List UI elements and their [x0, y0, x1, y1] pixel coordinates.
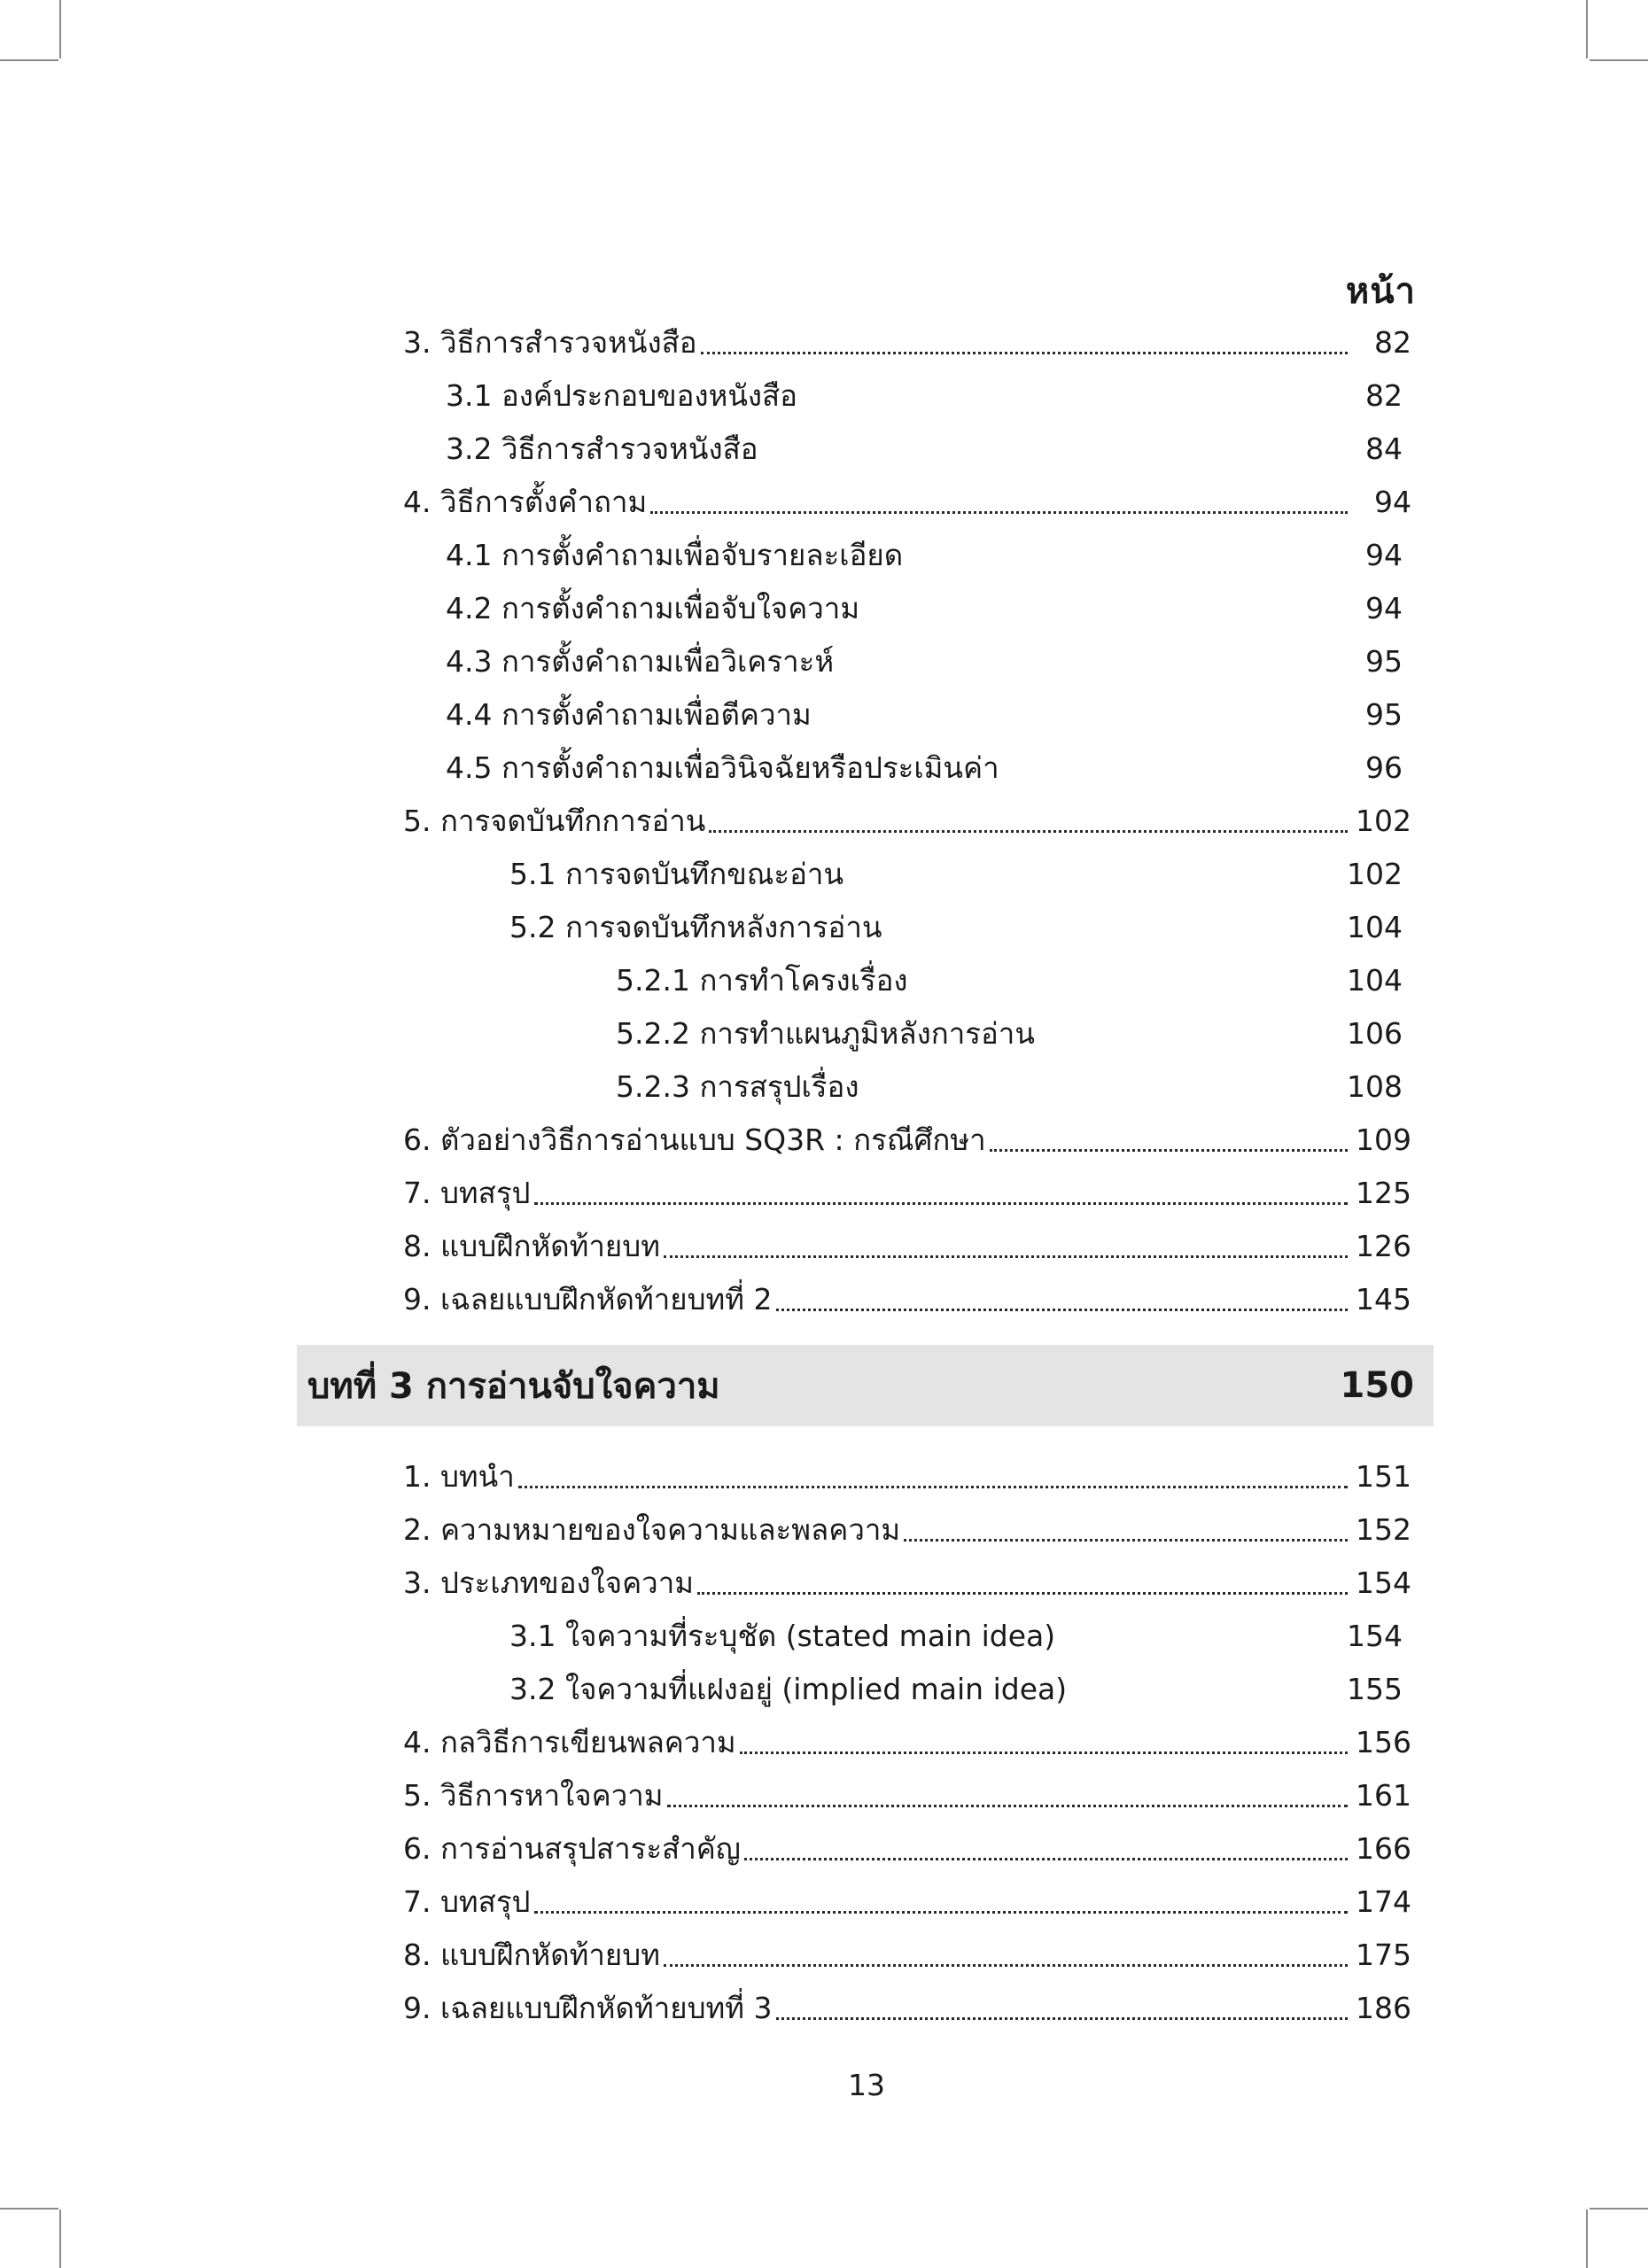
toc-entry-page: 109 [1356, 1122, 1411, 1157]
toc-entry-page: 102 [1356, 804, 1411, 838]
dot-leader [650, 511, 1348, 514]
crop-mark [1590, 2208, 1648, 2210]
toc-entry-page: 126 [1356, 1229, 1411, 1263]
toc-entry-label: 6. ตัวอย่างวิธีการอ่านแบบ SQ3R : กรณีศึกษา [403, 1122, 986, 1157]
toc-entry-page: 106 [1347, 1016, 1403, 1051]
toc-entry-label: 7. บทสรุป [403, 1884, 531, 1919]
toc-entry[interactable] [403, 687, 1411, 740]
crop-mark [1590, 59, 1648, 61]
toc-entry-page: 154 [1356, 1565, 1411, 1600]
toc-entry-label: 3. ประเภทของใจความ [403, 1565, 694, 1600]
toc-entry-label: 3.1 องค์ประกอบของหนังสือ [446, 378, 797, 413]
toc-entry-page: 175 [1356, 1938, 1411, 1972]
dot-leader [740, 1751, 1348, 1754]
toc-entry[interactable] [403, 368, 1411, 421]
dot-leader [744, 1858, 1348, 1860]
dot-leader [664, 1255, 1348, 1258]
toc-entry-label: 5.2 การจดบันทึกหลังการอ่าน [509, 910, 882, 944]
toc-entry[interactable] [403, 1821, 1411, 1874]
toc-entry-label: 5.2.1 การทำโครงเรื่อง [616, 963, 908, 998]
toc-entry-page: 104 [1347, 963, 1403, 998]
dot-leader [667, 1805, 1348, 1807]
toc-entry-label: 5.2.2 การทำแผนภูมิหลังการอ่าน [616, 1016, 1035, 1051]
toc-entry-label: 3.1 ใจความที่ระบุชัด (stated main idea) [509, 1619, 1056, 1653]
toc-entry-page: 84 [1365, 431, 1403, 466]
toc-entry[interactable] [403, 1661, 1411, 1714]
toc-entry-page: 95 [1365, 644, 1403, 679]
toc-entry-page: 145 [1356, 1282, 1411, 1317]
toc-entry[interactable] [403, 1059, 1411, 1112]
crop-mark [1586, 2210, 1588, 2268]
toc-list-first [403, 315, 1411, 1324]
page-number: 13 [848, 2068, 885, 2102]
toc-entry-page: 161 [1356, 1778, 1411, 1813]
toc-entry-page: 95 [1365, 697, 1403, 732]
toc-entry-label: 1. บทนำ [403, 1459, 515, 1494]
toc-entry-page: 154 [1347, 1619, 1403, 1653]
toc-entry-label: 8. แบบฝึกหัดท้ายบท [403, 1229, 660, 1263]
dot-leader [701, 352, 1348, 354]
toc-entry-page: 166 [1356, 1831, 1411, 1866]
toc-entry-label: 4. กลวิธีการเขียนพลความ [403, 1725, 736, 1759]
toc-entry-page: 174 [1356, 1884, 1411, 1919]
chapter-title: บทที่ 3 การอ่านจับใจความ [307, 1366, 720, 1407]
toc-entry[interactable] [403, 1165, 1411, 1218]
toc-entry-page: 82 [1374, 325, 1411, 360]
dot-leader [904, 1539, 1348, 1542]
crop-mark [0, 59, 58, 61]
toc-entry-page: 94 [1365, 538, 1403, 572]
toc-entry[interactable] [403, 1271, 1411, 1324]
toc-entry-label: 4.4 การตั้งคำถามเพื่อตีความ [446, 697, 812, 732]
toc-entry-page: 104 [1347, 910, 1403, 944]
toc-list-second [403, 1449, 1411, 2033]
toc-entry-page: 82 [1365, 378, 1403, 413]
toc-entry-label: 8. แบบฝึกหัดท้ายบท [403, 1938, 660, 1972]
toc-entry[interactable] [403, 793, 1411, 846]
dot-leader [534, 1202, 1349, 1205]
toc-entry[interactable] [403, 1218, 1411, 1271]
dot-leader [518, 1486, 1348, 1488]
toc-entry-page: 186 [1356, 1991, 1411, 2025]
toc-entry-page: 108 [1347, 1069, 1403, 1104]
toc-entry-page: 94 [1374, 485, 1411, 519]
crop-mark [0, 2208, 58, 2210]
toc-entry-label: 5.1 การจดบันทึกขณะอ่าน [509, 857, 844, 891]
toc-entry[interactable] [403, 421, 1411, 474]
chapter-heading[interactable] [297, 1345, 1434, 1426]
dot-leader [990, 1149, 1348, 1152]
dot-leader [776, 2017, 1348, 2020]
toc-entry[interactable] [403, 1767, 1411, 1821]
toc-entry[interactable] [403, 474, 1411, 527]
toc-entry[interactable] [403, 740, 1411, 793]
toc-entry[interactable] [403, 580, 1411, 633]
dot-leader [709, 830, 1348, 833]
toc-entry[interactable] [403, 1112, 1411, 1165]
toc-entry-label: 3.2 วิธีการสำรวจหนังสือ [446, 431, 758, 466]
toc-entry[interactable] [403, 899, 1411, 952]
toc-entry-label: 9. เฉลยแบบฝึกหัดท้ายบทที่ 2 [403, 1282, 773, 1317]
toc-entry-label: 4.2 การตั้งคำถามเพื่อจับใจความ [446, 591, 860, 625]
toc-entry[interactable] [403, 1714, 1411, 1767]
toc-entry[interactable] [403, 1608, 1411, 1661]
toc-entry[interactable] [403, 1555, 1411, 1608]
toc-entry[interactable] [403, 633, 1411, 687]
dot-leader [776, 1309, 1348, 1311]
toc-entry-page: 152 [1356, 1512, 1411, 1547]
toc-entry-page: 155 [1347, 1672, 1403, 1706]
crop-mark [59, 0, 61, 58]
toc-entry-page: 151 [1356, 1459, 1411, 1494]
toc-entry-page: 96 [1365, 750, 1403, 785]
crop-mark [59, 2210, 61, 2268]
crop-mark [1586, 0, 1588, 58]
toc-entry-label: 6. การอ่านสรุปสาระสำคัญ [403, 1831, 741, 1866]
toc-entry[interactable] [403, 1502, 1411, 1555]
toc-entry-label: 5.2.3 การสรุปเรื่อง [616, 1069, 859, 1104]
toc-entry-label: 4.1 การตั้งคำถามเพื่อจับรายละเอียด [446, 538, 904, 572]
toc-entry-label: 4. วิธีการตั้งคำถาม [403, 485, 648, 519]
toc-entry[interactable] [403, 1006, 1411, 1059]
toc-entry[interactable] [403, 1449, 1411, 1502]
toc-entry-label: 4.3 การตั้งคำถามเพื่อวิเคราะห์ [446, 644, 835, 679]
toc-entry-label: 3.2 ใจความที่แฝงอยู่ (implied main idea) [509, 1672, 1068, 1706]
toc-entry[interactable] [403, 1927, 1411, 1980]
toc-entry[interactable] [403, 952, 1411, 1006]
toc-entry[interactable] [403, 1980, 1411, 2033]
toc-entry[interactable] [403, 315, 1411, 368]
toc-entry-label: 3. วิธีการสำรวจหนังสือ [403, 325, 697, 360]
toc-entry-page: 102 [1347, 857, 1403, 891]
toc-entry[interactable] [403, 846, 1411, 899]
page-column-header: หน้า [1345, 271, 1416, 312]
toc-entry-label: 2. ความหมายของใจความและพลความ [403, 1512, 901, 1547]
dot-leader [534, 1911, 1349, 1914]
chapter-page: 150 [1340, 1365, 1414, 1406]
toc-entry-label: 4.5 การตั้งคำถามเพื่อวินิจฉัยหรือประเมินค่า [446, 750, 999, 785]
toc-entry-page: 156 [1356, 1725, 1411, 1759]
toc-entry-label: 5. การจดบันทึกการอ่าน [403, 804, 706, 838]
toc-entry[interactable] [403, 1874, 1411, 1927]
dot-leader [697, 1592, 1348, 1595]
dot-leader [664, 1964, 1348, 1967]
toc-entry-label: 9. เฉลยแบบฝึกหัดท้ายบทที่ 3 [403, 1991, 773, 2025]
toc-entry[interactable] [403, 527, 1411, 580]
toc-entry-page: 94 [1365, 591, 1403, 625]
toc-entry-label: 5. วิธีการหาใจความ [403, 1778, 664, 1813]
toc-entry-page: 125 [1356, 1176, 1411, 1210]
toc-entry-label: 7. บทสรุป [403, 1176, 531, 1210]
